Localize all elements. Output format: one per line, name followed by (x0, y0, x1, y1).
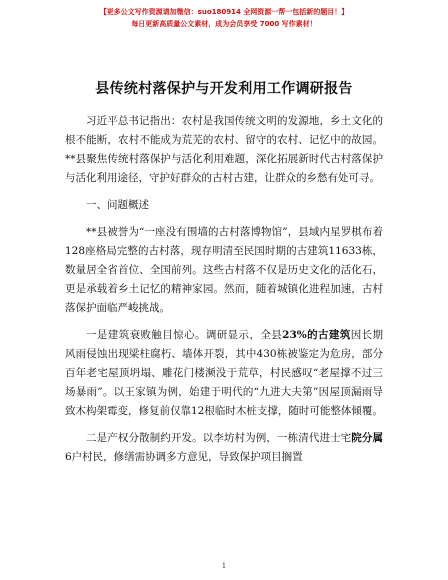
section-heading-problem-overview: 一、问题概述 (86, 199, 149, 211)
building-decay-text-bold: 23%的古建筑 (282, 329, 351, 341)
building-decay-paragraph (65, 326, 383, 421)
promo-banner-line-2: 每日更新高质量公文素材，成为会员享受 7000 写作素材！ (131, 20, 317, 28)
document-body (65, 112, 383, 475)
promo-banner-line-1: 【更多公文写作资源请加微信：suo180914 全网资源一帮一包括新的题目！】 (99, 8, 349, 16)
property-rights-text-bold: 院分属 (351, 432, 384, 444)
page-number: 1 (221, 562, 227, 570)
document-title: 县传统村落保护与开发利用工作调研报告 (95, 81, 353, 97)
property-rights-text-lead: 二是产权分散制约开发。以李坊村为例，一栋清代进士宅 (86, 432, 352, 444)
property-rights-paragraph (65, 429, 383, 467)
overview-paragraph: **县被誉为“一座没有围墙的古村落博物馆”，县域内星罗棋布着128座格局完整的古村落，现存明清至民国时期的古建筑11633栋，数量居全省首位、全国前列。这些古村落不仅是历史文化的活化石，更是承载着乡土记忆的精神家园。然而，随着城镇化进程加速，古村落保护面临严峻挑战。 (65, 226, 383, 314)
building-decay-text-rest: 因长期风雨侵蚀出现梁柱腐朽、墙体开裂，其中430栋被鉴定为危房，部分百年老宅屋顶坍塌、雕花门楼濒没于荒草，村民感叹“老屋撑不过三场暴雨”。以王家镇为例，始建于明代的“九进大夫第”因屋顶漏雨导致木构架霉变，修复前仅靠12根临时木桩支撑，随时可能整体倾覆。 (65, 329, 384, 417)
promo-banner (0, 6, 448, 30)
building-decay-text-lead: 一是建筑衰败触目惊心。调研显示，全县 (86, 329, 283, 341)
intro-paragraph: 习近平总书记指出：农村是我国传统文明的发源地，乡土文化的根不能断，农村不能成为荒芜的农村、留守的农村、记忆中的故园。**县聚焦传统村落保护与活化利用难题，深化拓展新时代古村落保护与活化利用途径，守护好群众的古村古建，让群众的乡愁有处可寻。 (65, 115, 383, 184)
property-rights-text-rest: 6户村民，修缮需协调多方意见，导致保护项目搁置 (65, 451, 303, 463)
